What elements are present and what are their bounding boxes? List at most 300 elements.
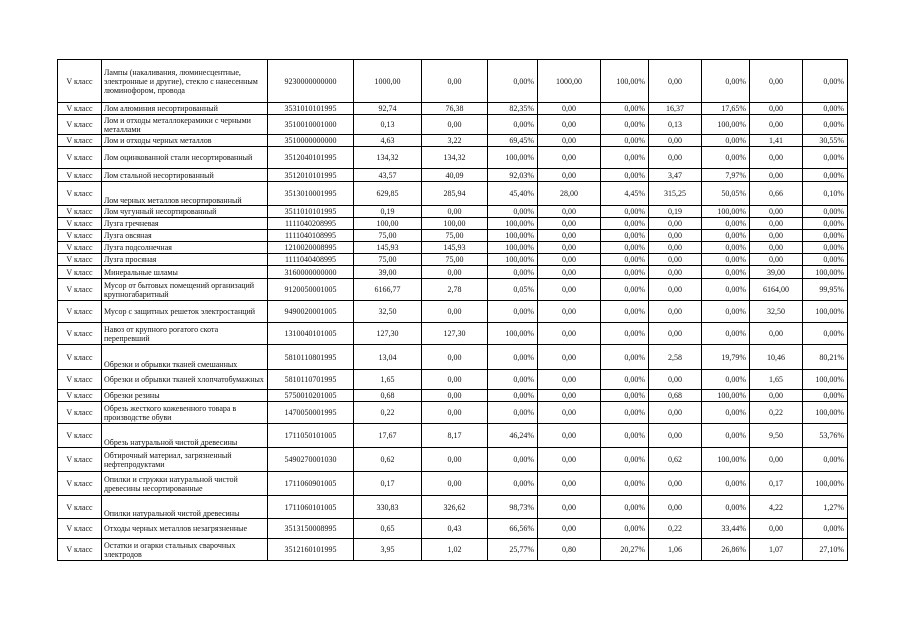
cell-amount-1: 75,00 xyxy=(422,230,488,242)
cell-amount-2: 0,00 xyxy=(538,218,601,230)
cell-amount-1: 40,09 xyxy=(422,169,488,182)
cell-amount-2: 0,00 xyxy=(538,390,601,402)
cell-amount-1: 127,30 xyxy=(422,323,488,345)
table-row xyxy=(58,254,848,266)
cell-fkko-code: 3531010101995 xyxy=(268,103,354,115)
cell-amount-2: 0,00 xyxy=(538,402,601,424)
cell-percent-4: 99,95% xyxy=(803,279,848,301)
cell-percent-4: 27,10% xyxy=(803,539,848,561)
cell-percent-1: 100,00% xyxy=(488,230,538,242)
cell-percent-2: 0,00% xyxy=(601,496,649,519)
cell-amount-3: 0,00 xyxy=(649,370,702,390)
table-row xyxy=(58,115,848,135)
cell-waste-name: Опилки и стружки натуральной чистой древесины несортированные xyxy=(102,472,268,496)
cell-amount-4: 0,00 xyxy=(750,254,803,266)
cell-amount-1: 145,93 xyxy=(422,242,488,254)
cell-percent-1: 0,00% xyxy=(488,206,538,218)
cell-amount-4: 0,00 xyxy=(750,169,803,182)
cell-amount-4: 9,50 xyxy=(750,424,803,448)
cell-percent-4: 53,76% xyxy=(803,424,848,448)
cell-fkko-code: 5750010201005 xyxy=(268,390,354,402)
cell-percent-3: 0,00% xyxy=(702,60,750,103)
cell-class: V класс xyxy=(58,218,102,230)
cell-amount-3: 0,00 xyxy=(649,496,702,519)
cell-percent-4: 0,00% xyxy=(803,115,848,135)
cell-fkko-code: 3513010001995 xyxy=(268,182,354,206)
cell-amount-4: 32,50 xyxy=(750,301,803,323)
cell-waste-name: Мусор с защитных решеток электростанций xyxy=(102,301,268,323)
cell-percent-4: 0,00% xyxy=(803,390,848,402)
cell-class: V класс xyxy=(58,279,102,301)
cell-fkko-code: 1310040101005 xyxy=(268,323,354,345)
cell-fkko-code: 5810110801995 xyxy=(268,345,354,370)
cell-class: V класс xyxy=(58,301,102,323)
cell-total: 1000,00 xyxy=(354,60,422,103)
cell-total: 330,83 xyxy=(354,496,422,519)
cell-percent-1: 0,00% xyxy=(488,266,538,279)
cell-percent-4: 0,00% xyxy=(803,147,848,169)
cell-amount-1: 0,00 xyxy=(422,60,488,103)
cell-fkko-code: 9230000000000 xyxy=(268,60,354,103)
cell-amount-3: 2,58 xyxy=(649,345,702,370)
cell-percent-1: 0,00% xyxy=(488,115,538,135)
cell-amount-1: 0,00 xyxy=(422,266,488,279)
waste-table xyxy=(57,59,848,561)
cell-percent-2: 0,00% xyxy=(601,206,649,218)
cell-amount-4: 1,07 xyxy=(750,539,803,561)
cell-amount-2: 0,00 xyxy=(538,323,601,345)
cell-amount-3: 315,25 xyxy=(649,182,702,206)
cell-amount-4: 0,00 xyxy=(750,390,803,402)
table-row xyxy=(58,345,848,370)
cell-percent-1: 69,45% xyxy=(488,135,538,147)
cell-percent-4: 100,00% xyxy=(803,370,848,390)
cell-class: V класс xyxy=(58,103,102,115)
cell-amount-3: 0,00 xyxy=(649,60,702,103)
cell-amount-2: 0,00 xyxy=(538,279,601,301)
cell-percent-2: 0,00% xyxy=(601,448,649,472)
cell-waste-name: Лампы (накаливания, люминесцентные, электронные и другие), стекло с нанесенным люминофором, провода xyxy=(102,60,268,103)
cell-waste-name: Лузга просяная xyxy=(102,254,268,266)
table-row xyxy=(58,182,848,206)
cell-percent-2: 0,00% xyxy=(601,242,649,254)
cell-class: V класс xyxy=(58,254,102,266)
cell-percent-3: 0,00% xyxy=(702,323,750,345)
cell-amount-3: 0,00 xyxy=(649,218,702,230)
cell-amount-2: 1000,00 xyxy=(538,60,601,103)
cell-amount-3: 0,19 xyxy=(649,206,702,218)
table-row xyxy=(58,230,848,242)
table-row xyxy=(58,147,848,169)
cell-total: 17,67 xyxy=(354,424,422,448)
cell-amount-1: 0,00 xyxy=(422,206,488,218)
cell-waste-name: Обрезь жесткого кожевенного товара в производстве обуви xyxy=(102,402,268,424)
cell-percent-1: 0,00% xyxy=(488,390,538,402)
cell-amount-3: 0,00 xyxy=(649,254,702,266)
cell-amount-1: 0,00 xyxy=(422,448,488,472)
cell-amount-4: 0,00 xyxy=(750,60,803,103)
cell-percent-4: 0,00% xyxy=(803,103,848,115)
cell-amount-4: 0,22 xyxy=(750,402,803,424)
cell-total: 0,62 xyxy=(354,448,422,472)
cell-percent-1: 100,00% xyxy=(488,147,538,169)
cell-class: V класс xyxy=(58,390,102,402)
cell-percent-4: 100,00% xyxy=(803,472,848,496)
cell-percent-3: 100,00% xyxy=(702,115,750,135)
cell-amount-1: 75,00 xyxy=(422,254,488,266)
cell-percent-3: 0,00% xyxy=(702,147,750,169)
cell-amount-2: 0,00 xyxy=(538,301,601,323)
cell-waste-name: Лом алюминия несортированный xyxy=(102,103,268,115)
cell-percent-1: 46,24% xyxy=(488,424,538,448)
cell-waste-name: Лом оцинкованной стали несортированный xyxy=(102,147,268,169)
cell-class: V класс xyxy=(58,472,102,496)
cell-percent-1: 0,00% xyxy=(488,448,538,472)
cell-percent-1: 100,00% xyxy=(488,254,538,266)
cell-waste-name: Лузга подсолнечная xyxy=(102,242,268,254)
cell-amount-1: 0,00 xyxy=(422,472,488,496)
cell-percent-2: 0,00% xyxy=(601,301,649,323)
cell-amount-2: 0,00 xyxy=(538,448,601,472)
cell-amount-4: 1,65 xyxy=(750,370,803,390)
cell-percent-3: 19,79% xyxy=(702,345,750,370)
cell-fkko-code: 1111040408995 xyxy=(268,254,354,266)
cell-total: 43,57 xyxy=(354,169,422,182)
cell-total: 1,65 xyxy=(354,370,422,390)
cell-amount-1: 0,00 xyxy=(422,402,488,424)
cell-total: 100,00 xyxy=(354,218,422,230)
table-row xyxy=(58,539,848,561)
cell-percent-3: 26,86% xyxy=(702,539,750,561)
cell-fkko-code: 1470050001995 xyxy=(268,402,354,424)
cell-amount-3: 0,00 xyxy=(649,147,702,169)
table-row xyxy=(58,390,848,402)
cell-amount-2: 0,00 xyxy=(538,115,601,135)
cell-percent-3: 0,00% xyxy=(702,472,750,496)
cell-total: 0,13 xyxy=(354,115,422,135)
cell-amount-2: 0,00 xyxy=(538,345,601,370)
cell-amount-4: 0,00 xyxy=(750,519,803,539)
cell-amount-1: 3,22 xyxy=(422,135,488,147)
cell-class: V класс xyxy=(58,496,102,519)
cell-percent-3: 0,00% xyxy=(702,370,750,390)
cell-waste-name: Лузга овсяная xyxy=(102,230,268,242)
cell-class: V класс xyxy=(58,323,102,345)
cell-amount-2: 0,00 xyxy=(538,103,601,115)
cell-amount-4: 0,00 xyxy=(750,242,803,254)
cell-total: 13,04 xyxy=(354,345,422,370)
cell-percent-4: 0,00% xyxy=(803,323,848,345)
cell-percent-3: 0,00% xyxy=(702,424,750,448)
cell-fkko-code: 3160000000000 xyxy=(268,266,354,279)
cell-percent-4: 100,00% xyxy=(803,301,848,323)
cell-class: V класс xyxy=(58,448,102,472)
cell-amount-4: 0,00 xyxy=(750,323,803,345)
cell-class: V класс xyxy=(58,539,102,561)
cell-waste-name: Лузга гречневая xyxy=(102,218,268,230)
cell-percent-2: 0,00% xyxy=(601,345,649,370)
cell-percent-4: 0,00% xyxy=(803,448,848,472)
cell-amount-3: 16,37 xyxy=(649,103,702,115)
cell-amount-4: 0,00 xyxy=(750,218,803,230)
cell-total: 0,22 xyxy=(354,402,422,424)
cell-fkko-code: 9490020001005 xyxy=(268,301,354,323)
cell-percent-3: 0,00% xyxy=(702,135,750,147)
cell-class: V класс xyxy=(58,230,102,242)
cell-amount-1: 0,00 xyxy=(422,115,488,135)
document-page xyxy=(57,59,847,561)
cell-percent-2: 20,27% xyxy=(601,539,649,561)
cell-percent-4: 0,00% xyxy=(803,519,848,539)
table-row xyxy=(58,519,848,539)
cell-percent-2: 0,00% xyxy=(601,103,649,115)
cell-amount-1: 1,02 xyxy=(422,539,488,561)
cell-amount-4: 6164,00 xyxy=(750,279,803,301)
cell-percent-3: 0,00% xyxy=(702,402,750,424)
cell-percent-1: 66,56% xyxy=(488,519,538,539)
cell-percent-2: 0,00% xyxy=(601,169,649,182)
cell-fkko-code: 1210020008995 xyxy=(268,242,354,254)
cell-total: 0,68 xyxy=(354,390,422,402)
cell-percent-3: 0,00% xyxy=(702,301,750,323)
cell-fkko-code: 3512160101995 xyxy=(268,539,354,561)
cell-fkko-code: 5810110701995 xyxy=(268,370,354,390)
cell-percent-1: 0,00% xyxy=(488,370,538,390)
cell-percent-4: 0,00% xyxy=(803,254,848,266)
cell-class: V класс xyxy=(58,182,102,206)
cell-class: V класс xyxy=(58,266,102,279)
cell-waste-name: Навоз от крупного рогатого скота перепревший xyxy=(102,323,268,345)
cell-amount-3: 0,00 xyxy=(649,323,702,345)
table-row xyxy=(58,169,848,182)
cell-percent-1: 92,03% xyxy=(488,169,538,182)
cell-amount-3: 0,62 xyxy=(649,448,702,472)
cell-total: 39,00 xyxy=(354,266,422,279)
cell-amount-1: 134,32 xyxy=(422,147,488,169)
cell-percent-2: 0,00% xyxy=(601,402,649,424)
cell-waste-name: Остатки и огарки стальных сварочных электродов xyxy=(102,539,268,561)
cell-waste-name: Лом черных металлов несортированный xyxy=(102,182,268,206)
cell-percent-1: 0,00% xyxy=(488,345,538,370)
cell-percent-3: 33,44% xyxy=(702,519,750,539)
cell-percent-1: 0,00% xyxy=(488,60,538,103)
cell-amount-3: 0,00 xyxy=(649,266,702,279)
cell-percent-2: 0,00% xyxy=(601,279,649,301)
cell-percent-4: 0,00% xyxy=(803,60,848,103)
cell-amount-1: 285,94 xyxy=(422,182,488,206)
cell-percent-2: 0,00% xyxy=(601,424,649,448)
cell-class: V класс xyxy=(58,242,102,254)
cell-amount-3: 0,00 xyxy=(649,402,702,424)
table-row xyxy=(58,472,848,496)
cell-fkko-code: 3512040101995 xyxy=(268,147,354,169)
cell-class: V класс xyxy=(58,519,102,539)
cell-percent-3: 0,00% xyxy=(702,266,750,279)
cell-amount-1: 0,00 xyxy=(422,390,488,402)
cell-amount-1: 0,00 xyxy=(422,301,488,323)
cell-amount-3: 3,47 xyxy=(649,169,702,182)
cell-class: V класс xyxy=(58,370,102,390)
table-row xyxy=(58,218,848,230)
cell-percent-1: 0,00% xyxy=(488,402,538,424)
cell-fkko-code: 1711060901005 xyxy=(268,472,354,496)
cell-amount-4: 1,41 xyxy=(750,135,803,147)
cell-percent-1: 0,00% xyxy=(488,301,538,323)
cell-percent-3: 7,97% xyxy=(702,169,750,182)
cell-amount-4: 0,00 xyxy=(750,230,803,242)
table-row xyxy=(58,448,848,472)
cell-waste-name: Обрезь натуральной чистой древесины xyxy=(102,424,268,448)
cell-amount-2: 0,00 xyxy=(538,496,601,519)
cell-amount-1: 326,62 xyxy=(422,496,488,519)
cell-class: V класс xyxy=(58,60,102,103)
cell-class: V класс xyxy=(58,424,102,448)
cell-percent-4: 0,00% xyxy=(803,218,848,230)
cell-fkko-code: 1111040208995 xyxy=(268,218,354,230)
cell-amount-4: 0,00 xyxy=(750,115,803,135)
table-body xyxy=(58,60,848,561)
cell-amount-3: 0,68 xyxy=(649,390,702,402)
table-row xyxy=(58,323,848,345)
table-row xyxy=(58,60,848,103)
cell-fkko-code: 3510010001000 xyxy=(268,115,354,135)
cell-percent-2: 0,00% xyxy=(601,266,649,279)
cell-waste-name: Лом стальной несортированный xyxy=(102,169,268,182)
cell-amount-2: 0,00 xyxy=(538,266,601,279)
table-row xyxy=(58,206,848,218)
cell-amount-1: 0,00 xyxy=(422,345,488,370)
cell-percent-4: 80,21% xyxy=(803,345,848,370)
cell-fkko-code: 1711050101005 xyxy=(268,424,354,448)
table-row xyxy=(58,496,848,519)
cell-amount-4: 0,00 xyxy=(750,206,803,218)
cell-class: V класс xyxy=(58,147,102,169)
cell-percent-4: 0,00% xyxy=(803,230,848,242)
cell-amount-3: 0,00 xyxy=(649,279,702,301)
cell-class: V класс xyxy=(58,345,102,370)
cell-percent-2: 4,45% xyxy=(601,182,649,206)
cell-percent-4: 0,00% xyxy=(803,169,848,182)
cell-waste-name: Обрезки и обрывки тканей смешанных xyxy=(102,345,268,370)
cell-percent-2: 0,00% xyxy=(601,115,649,135)
cell-total: 6166,77 xyxy=(354,279,422,301)
cell-total: 134,32 xyxy=(354,147,422,169)
cell-amount-2: 0,00 xyxy=(538,206,601,218)
cell-amount-2: 0,00 xyxy=(538,242,601,254)
cell-percent-2: 0,00% xyxy=(601,230,649,242)
cell-waste-name: Опилки натуральной чистой древесины xyxy=(102,496,268,519)
table-row xyxy=(58,402,848,424)
cell-fkko-code: 9120050001005 xyxy=(268,279,354,301)
cell-amount-4: 0,00 xyxy=(750,147,803,169)
cell-percent-3: 100,00% xyxy=(702,448,750,472)
cell-percent-1: 100,00% xyxy=(488,218,538,230)
cell-amount-4: 0,00 xyxy=(750,448,803,472)
table-row xyxy=(58,424,848,448)
cell-class: V класс xyxy=(58,206,102,218)
cell-percent-1: 25,77% xyxy=(488,539,538,561)
cell-amount-4: 0,17 xyxy=(750,472,803,496)
cell-waste-name: Мусор от бытовых помещений организаций крупногабаритный xyxy=(102,279,268,301)
cell-amount-2: 0,00 xyxy=(538,370,601,390)
cell-amount-3: 0,00 xyxy=(649,301,702,323)
cell-amount-4: 4,22 xyxy=(750,496,803,519)
cell-total: 92,74 xyxy=(354,103,422,115)
cell-percent-1: 0,00% xyxy=(488,472,538,496)
cell-amount-2: 0,00 xyxy=(538,230,601,242)
cell-waste-name: Отходы черных металлов незагрязненные xyxy=(102,519,268,539)
cell-amount-3: 0,00 xyxy=(649,242,702,254)
cell-percent-4: 1,27% xyxy=(803,496,848,519)
cell-percent-2: 0,00% xyxy=(601,218,649,230)
cell-total: 0,17 xyxy=(354,472,422,496)
cell-amount-3: 0,00 xyxy=(649,424,702,448)
cell-amount-3: 0,13 xyxy=(649,115,702,135)
cell-amount-4: 10,46 xyxy=(750,345,803,370)
cell-amount-1: 2,78 xyxy=(422,279,488,301)
cell-percent-2: 0,00% xyxy=(601,370,649,390)
cell-amount-2: 28,00 xyxy=(538,182,601,206)
cell-amount-2: 0,00 xyxy=(538,519,601,539)
cell-total: 3,95 xyxy=(354,539,422,561)
cell-total: 32,50 xyxy=(354,301,422,323)
cell-percent-2: 0,00% xyxy=(601,135,649,147)
cell-percent-4: 0,10% xyxy=(803,182,848,206)
cell-amount-2: 0,80 xyxy=(538,539,601,561)
cell-percent-3: 0,00% xyxy=(702,218,750,230)
cell-percent-2: 0,00% xyxy=(601,323,649,345)
cell-class: V класс xyxy=(58,115,102,135)
cell-percent-3: 0,00% xyxy=(702,230,750,242)
cell-class: V класс xyxy=(58,169,102,182)
cell-amount-3: 1,06 xyxy=(649,539,702,561)
cell-percent-4: 100,00% xyxy=(803,402,848,424)
cell-class: V класс xyxy=(58,135,102,147)
cell-amount-2: 0,00 xyxy=(538,424,601,448)
cell-fkko-code: 3513150008995 xyxy=(268,519,354,539)
table-row xyxy=(58,242,848,254)
cell-percent-3: 0,00% xyxy=(702,242,750,254)
cell-total: 75,00 xyxy=(354,254,422,266)
cell-total: 127,30 xyxy=(354,323,422,345)
table-row xyxy=(58,135,848,147)
cell-amount-3: 0,00 xyxy=(649,472,702,496)
cell-fkko-code: 3510000000000 xyxy=(268,135,354,147)
cell-percent-3: 17,65% xyxy=(702,103,750,115)
cell-total: 4,63 xyxy=(354,135,422,147)
cell-waste-name: Обрезки и обрывки тканей хлопчатобумажных xyxy=(102,370,268,390)
cell-total: 0,65 xyxy=(354,519,422,539)
cell-percent-4: 0,00% xyxy=(803,242,848,254)
cell-percent-1: 45,40% xyxy=(488,182,538,206)
cell-percent-3: 50,05% xyxy=(702,182,750,206)
cell-fkko-code: 3511010101995 xyxy=(268,206,354,218)
table-row xyxy=(58,370,848,390)
cell-waste-name: Обрезки резины xyxy=(102,390,268,402)
cell-class: V класс xyxy=(58,402,102,424)
cell-amount-1: 76,38 xyxy=(422,103,488,115)
cell-percent-1: 100,00% xyxy=(488,323,538,345)
cell-amount-4: 39,00 xyxy=(750,266,803,279)
cell-amount-3: 0,00 xyxy=(649,135,702,147)
cell-total: 0,19 xyxy=(354,206,422,218)
cell-amount-1: 0,43 xyxy=(422,519,488,539)
cell-percent-4: 0,00% xyxy=(803,206,848,218)
cell-waste-name: Обтирочный материал, загрязненный нефтепродуктами xyxy=(102,448,268,472)
cell-percent-2: 0,00% xyxy=(601,472,649,496)
cell-fkko-code: 5490270001030 xyxy=(268,448,354,472)
cell-amount-1: 0,00 xyxy=(422,370,488,390)
